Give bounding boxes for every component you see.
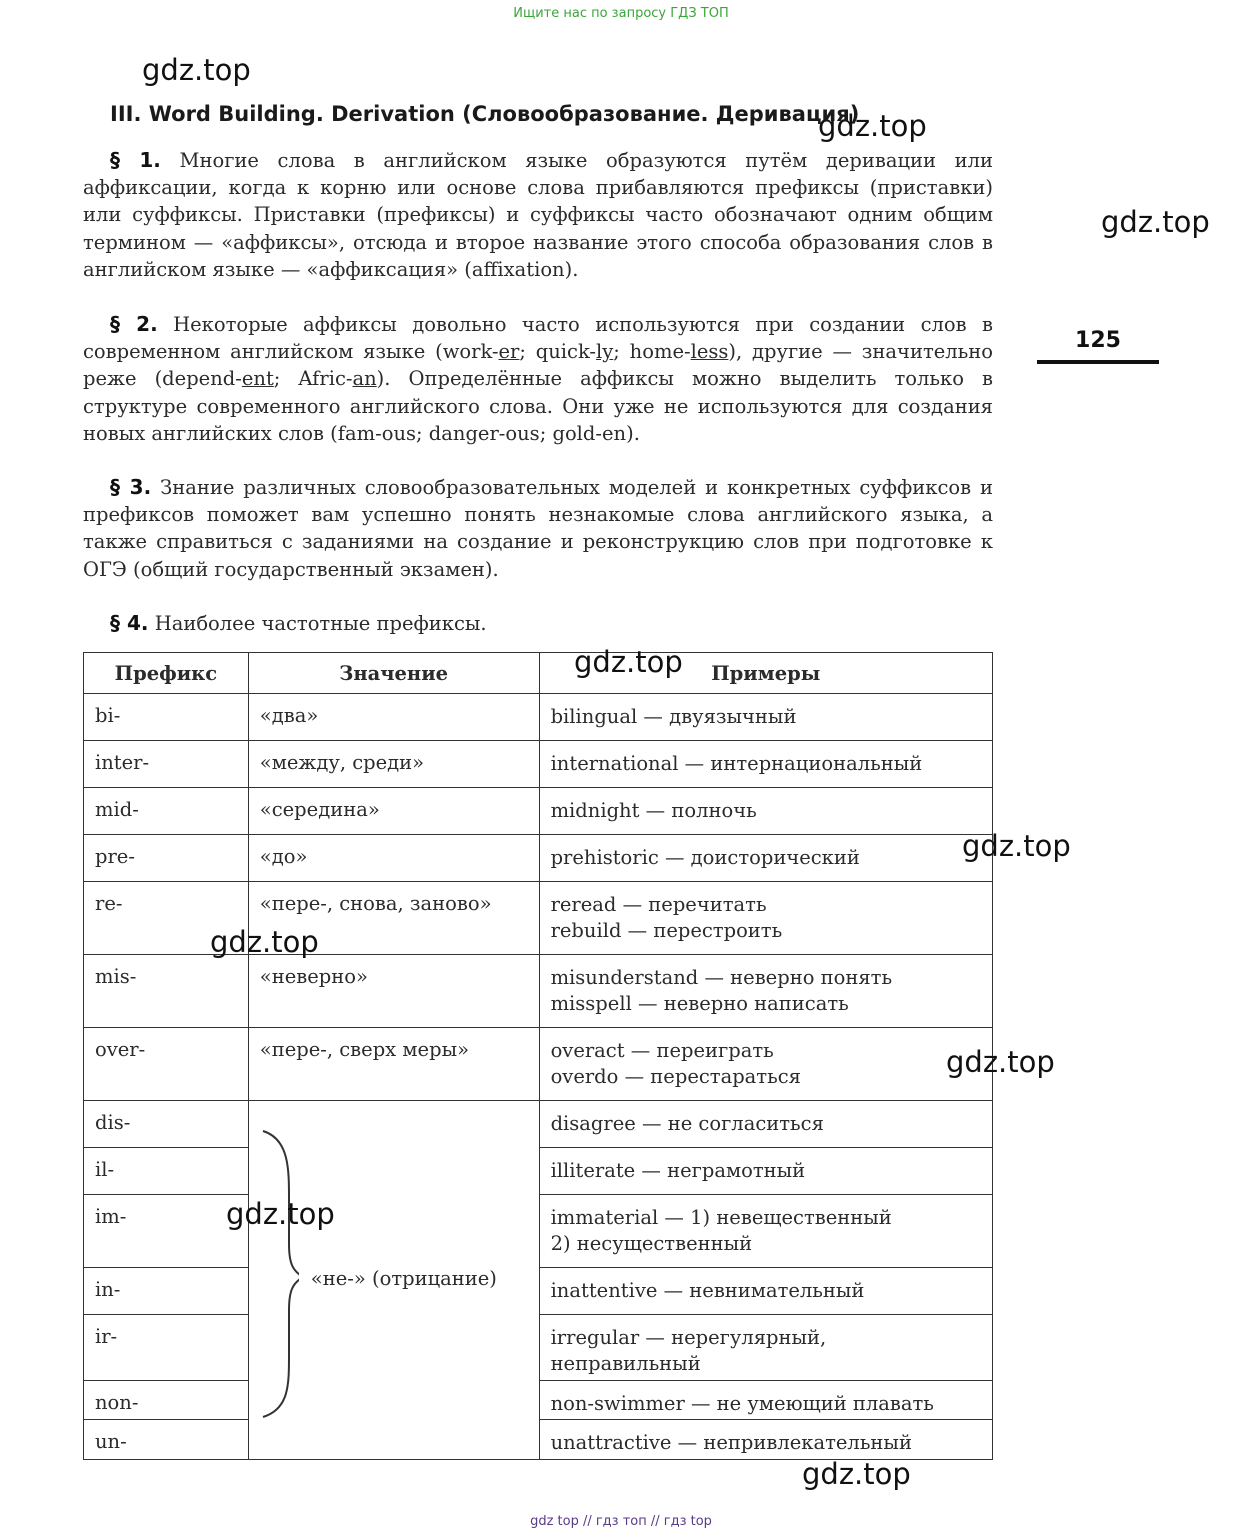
column-header-prefix: Префикс: [84, 653, 249, 694]
example-line: international — интернациональный: [550, 752, 923, 775]
example-line: misunderstand — неверно понять: [550, 966, 893, 989]
top-banner[interactable]: Ищите нас по запросу ГДЗ ТОП: [513, 6, 729, 21]
example-line: immaterial — 1) невещественный: [550, 1206, 892, 1229]
examples-cell: [539, 741, 992, 788]
paragraph-label: § 1.: [110, 148, 161, 172]
meaning-cell: «между, среди»: [248, 741, 539, 788]
example-line: midnight — полночь: [550, 799, 757, 822]
paragraph-label: § 2.: [110, 312, 158, 336]
paragraph-text: Наиболее частотные префиксы.: [154, 612, 487, 635]
table-row: [84, 955, 993, 1028]
table-row: [84, 1101, 993, 1148]
paragraph-text: Знание различных словообразовательных моделей и конкретных суффиксов и префиксов поможет вам успешно понять незнакомые слова английского языка, а также справиться с заданиями на создание и реконструкцию слов при подготовке к ОГЭ (общий государственный экзамен).: [83, 476, 993, 581]
examples-cell: [539, 1028, 992, 1101]
footer-links[interactable]: gdz top // гдз топ // гдз top: [530, 1514, 712, 1529]
paragraph-text: ), другие — значительно реже (depend-: [83, 340, 994, 391]
watermark: gdz.top: [142, 53, 251, 87]
negation-meaning: «не-» (отрицание): [310, 1267, 497, 1290]
page-number: 125: [1075, 328, 1121, 353]
paragraph-3: [83, 474, 993, 583]
prefix-cell: un-: [84, 1420, 249, 1460]
examples-cell: [539, 1148, 992, 1195]
example-line: prehistoric — доисторический: [550, 846, 860, 869]
examples-cell: [539, 835, 992, 882]
meaning-cell: «пере-, сверх меры»: [248, 1028, 539, 1101]
watermark: gdz.top: [802, 1457, 911, 1491]
meaning-cell: «середина»: [248, 788, 539, 835]
watermark: gdz.top: [210, 925, 319, 959]
table-row: [84, 788, 993, 835]
prefix-cell: over-: [84, 1028, 249, 1101]
example-line: reread — перечитать: [550, 893, 767, 916]
example-line: misspell — неверно написать: [550, 992, 849, 1015]
paragraph-text: Некоторые аффиксы довольно часто используются при создании слов в современном английском языке (work-: [83, 313, 993, 364]
paragraph-text: ). Определённые аффиксы можно выделить только в структуре современного английского слова. Они уже не используются для создания новых английских слов (fam-ous; danger-ous; gold-en).: [83, 367, 994, 445]
examples-cell: [539, 1101, 992, 1148]
page-number-rule: [1037, 360, 1159, 364]
prefix-cell: im-: [84, 1195, 249, 1268]
example-line: inattentive — невнимательный: [550, 1279, 865, 1302]
paragraph-text: ; quick-: [519, 340, 597, 364]
example-line: 2) несущественный: [550, 1232, 753, 1255]
examples-cell: [539, 955, 992, 1028]
table-row: [84, 741, 993, 788]
meaning-cell: «неверно»: [248, 955, 539, 1028]
watermark: gdz.top: [574, 645, 683, 679]
example-line: bilingual — двуязычный: [550, 705, 797, 728]
column-header-examples: Примеры: [539, 653, 992, 694]
prefix-cell: non-: [84, 1381, 249, 1420]
curly-brace-icon: [259, 1129, 299, 1419]
table-header-row: [84, 653, 993, 694]
example-line: неправильный: [550, 1352, 701, 1375]
watermark: gdz.top: [226, 1197, 335, 1231]
example-line: illiterate — неграмотный: [550, 1159, 806, 1182]
prefix-cell: mis-: [84, 955, 249, 1028]
paragraph-label: § 3.: [110, 475, 152, 499]
prefix-table: [83, 652, 993, 1460]
examples-cell: [539, 1268, 992, 1315]
prefix-cell: in-: [84, 1268, 249, 1315]
meaning-cell: «два»: [248, 694, 539, 741]
examples-cell: [539, 1195, 992, 1268]
meaning-cell: «пере-, снова, заново»: [248, 882, 539, 955]
example-line: overdo — перестараться: [550, 1065, 801, 1088]
examples-cell: [539, 788, 992, 835]
paragraph-label: § 4.: [110, 611, 149, 635]
underlined-suffix: er: [498, 340, 520, 364]
example-line: overact — переиграть: [550, 1039, 774, 1062]
table-row: [84, 1028, 993, 1101]
prefix-cell: pre-: [84, 835, 249, 882]
prefix-cell: mid-: [84, 788, 249, 835]
watermark: gdz.top: [962, 829, 1071, 863]
example-line: irregular — нерегулярный,: [550, 1326, 827, 1349]
paragraph-text: Многие слова в английском языке образуются путём деривации или аффиксации, когда к корню или основе слова прибавляются префиксы (приставки) или суффиксы. Приставки (префиксы) и суффиксы часто обозначают одним общим термином — «аффиксы», отсюда и второе название этого способа образования слов в английском языке — «аффиксация» (affixation).: [83, 149, 994, 281]
example-line: unattractive — непривлекательный: [550, 1431, 912, 1454]
paragraph-text: ; Afric-: [273, 367, 353, 391]
watermark: gdz.top: [946, 1045, 1055, 1079]
section-title: III. Word Building. Derivation (Словообразование. Деривация): [110, 102, 860, 126]
example-line: disagree — не согласиться: [550, 1112, 824, 1135]
examples-cell: [539, 1420, 992, 1460]
prefix-cell: re-: [84, 882, 249, 955]
paragraph-text: ; home-: [613, 340, 691, 364]
examples-cell: [539, 694, 992, 741]
examples-cell: [539, 882, 992, 955]
example-line: non-swimmer — не умеющий плавать: [550, 1392, 934, 1415]
underlined-suffix: an: [352, 367, 377, 391]
table-row: [84, 835, 993, 882]
underlined-suffix: ly: [596, 340, 614, 364]
examples-cell: [539, 1381, 992, 1420]
paragraph-2: [83, 311, 993, 447]
table-row: [84, 694, 993, 741]
meaning-cell: «до»: [248, 835, 539, 882]
prefix-cell: ir-: [84, 1315, 249, 1381]
underlined-suffix: less: [690, 340, 729, 364]
watermark: gdz.top: [818, 109, 927, 143]
examples-cell: [539, 1315, 992, 1381]
column-header-meaning: Значение: [248, 653, 539, 694]
underlined-suffix: ent: [241, 367, 274, 391]
watermark: gdz.top: [1101, 205, 1210, 239]
prefix-cell: bi-: [84, 694, 249, 741]
paragraph-1: [83, 147, 993, 283]
example-line: rebuild — перестроить: [550, 919, 783, 942]
prefix-cell: inter-: [84, 741, 249, 788]
negation-meaning-cell: [248, 1101, 539, 1460]
prefix-cell: dis-: [84, 1101, 249, 1148]
prefix-cell: il-: [84, 1148, 249, 1195]
paragraph-4: [83, 610, 993, 637]
